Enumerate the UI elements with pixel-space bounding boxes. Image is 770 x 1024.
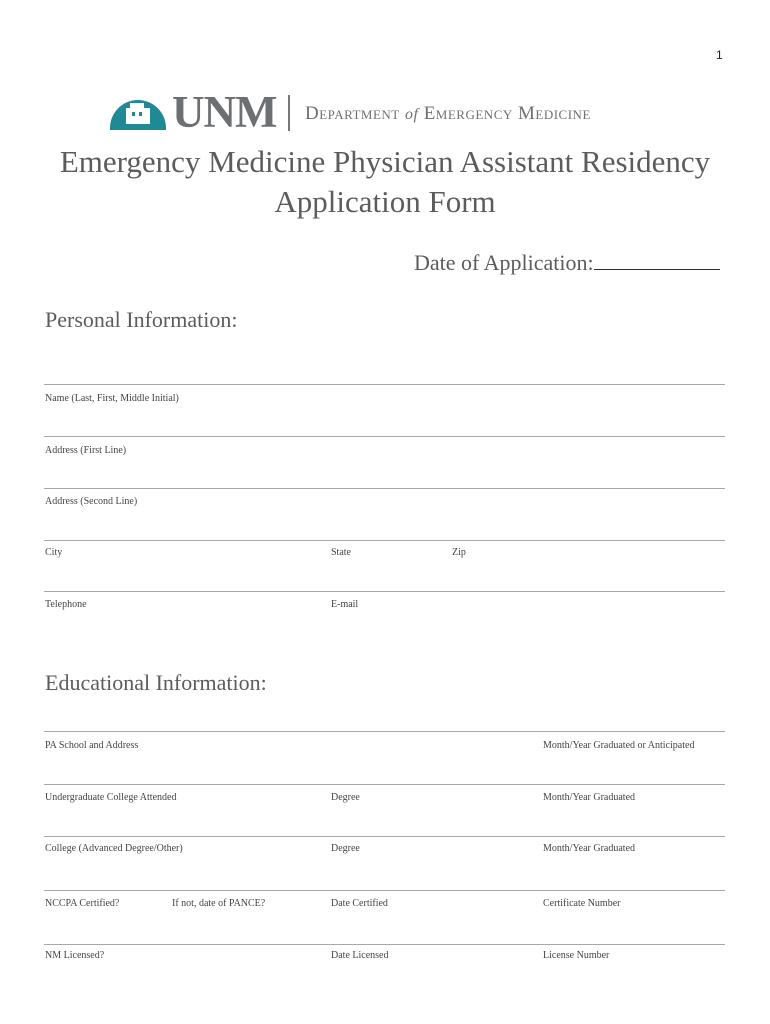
form-title-line2: Application Form — [274, 184, 496, 219]
name-field-line[interactable] — [44, 384, 725, 385]
undergrad-field-line[interactable] — [44, 784, 725, 785]
personal-information-heading: Personal Information: — [45, 307, 238, 332]
college-graduated-label: Month/Year Graduated — [543, 843, 636, 854]
page-number: 1 — [716, 48, 723, 62]
license-number-label: License Number — [543, 950, 610, 961]
undergrad-degree-label: Degree — [331, 792, 360, 803]
pance-label: If not, date of PANCE? — [172, 898, 266, 909]
telephone-label: Telephone — [45, 599, 87, 610]
nccpa-label: NCCPA Certified? — [45, 898, 120, 909]
date-licensed-label: Date Licensed — [331, 950, 389, 961]
unm-logo-mark — [108, 90, 168, 130]
logo-divider — [288, 95, 290, 131]
certificate-number-label: Certificate Number — [543, 898, 621, 909]
college-adv-label: College (Advanced Degree/Other) — [45, 843, 183, 854]
department-part1: Department — [305, 103, 400, 124]
date-of-application-field[interactable] — [594, 249, 720, 270]
city-label: City — [45, 547, 63, 558]
pa-graduated-label: Month/Year Graduated or Anticipated — [543, 740, 695, 751]
address1-label: Address (First Line) — [45, 445, 127, 456]
address2-field-line[interactable] — [44, 488, 725, 489]
form-title-line1: Emergency Medicine Physician Assistant Residency — [59, 144, 711, 179]
nm-licensed-label: NM Licensed? — [45, 950, 105, 961]
telephone-email-field-line[interactable] — [44, 591, 725, 592]
nm-license-field-line[interactable] — [44, 944, 725, 945]
address1-field-line[interactable] — [44, 436, 725, 437]
department-name — [305, 103, 591, 125]
undergrad-label: Undergraduate College Attended — [45, 792, 177, 803]
nccpa-field-line[interactable] — [44, 890, 725, 891]
email-label: E-mail — [331, 599, 359, 610]
undergrad-graduated-label: Month/Year Graduated — [543, 792, 636, 803]
date-certified-label: Date Certified — [331, 898, 388, 909]
department-part2: Emergency Medicine — [423, 103, 591, 124]
state-label: State — [331, 547, 351, 558]
educational-information-heading: Educational Information: — [45, 670, 267, 695]
date-of-application — [414, 249, 720, 276]
college-adv-field-line[interactable] — [44, 836, 725, 837]
unm-wordmark: UNM — [172, 87, 277, 137]
city-state-zip-field-line[interactable] — [44, 540, 725, 541]
date-of-application-label: Date of Application: — [414, 250, 594, 275]
college-degree-label: Degree — [331, 843, 360, 854]
address2-label: Address (Second Line) — [45, 496, 138, 507]
pa-school-field-line[interactable] — [44, 731, 725, 732]
name-label: Name (Last, First, Middle Initial) — [45, 393, 179, 404]
form-title — [0, 142, 770, 222]
department-of: of — [405, 106, 419, 123]
pa-school-label: PA School and Address — [45, 740, 139, 751]
zip-label: Zip — [452, 547, 466, 558]
